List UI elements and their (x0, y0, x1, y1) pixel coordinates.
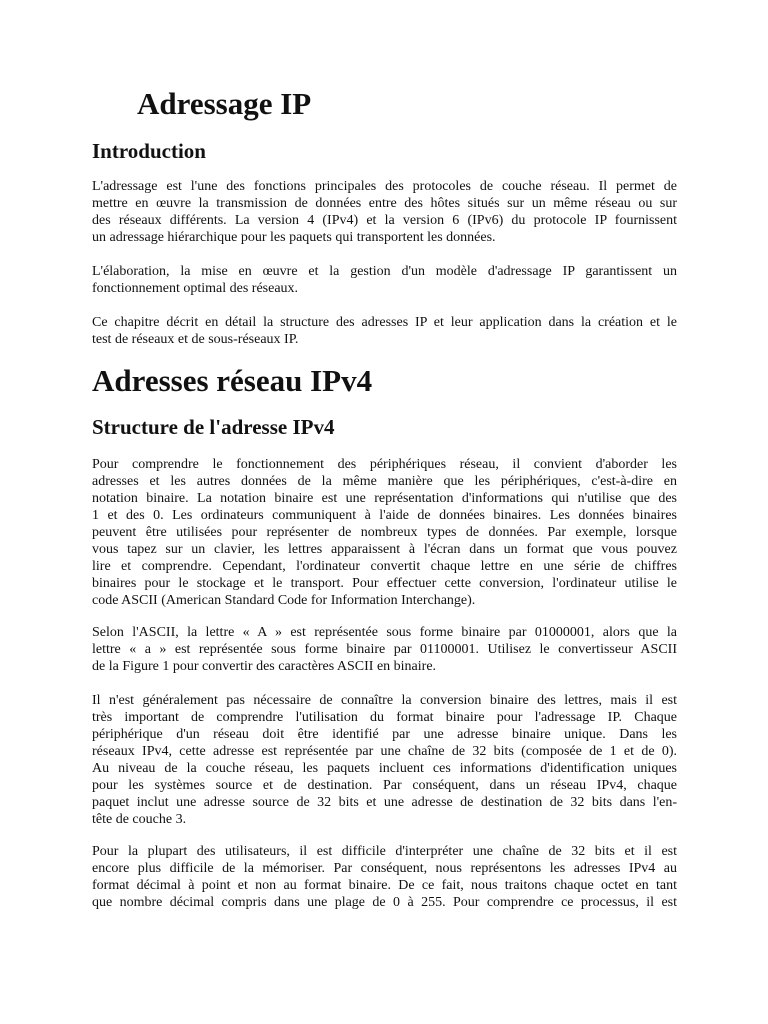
text-line: Pour la plupart des utilisateurs, il est difficile d'interpréter une chaîne de 32 bits et il est (92, 844, 677, 859)
text-line: notation binaire. La notation binaire est une représentation d'informations qui n'utilise que des (92, 491, 677, 506)
structure-paragraph-2 (92, 624, 677, 675)
text-line: lettre « a » est représentée sous forme binaire par 01100001. Utilisez le convertisseur ASCII (92, 642, 677, 657)
structure-paragraph-3 (92, 692, 677, 828)
text-line: Selon l'ASCII, la lettre « A » est représentée sous forme binaire par 01000001, alors que la (92, 625, 677, 640)
section-heading: Adresses réseau IPv4 (92, 363, 373, 398)
text-line: 1 et des 0. Les ordinateurs communiquent à l'aide de données binaires. Les données binaires (92, 508, 677, 523)
text-line: paquet inclut une adresse source de 32 bits et une adresse de destination de 32 bits dans l'en- (92, 795, 677, 810)
intro-paragraph-1 (92, 178, 677, 246)
text-line: L'élaboration, la mise en œuvre et la gestion d'un modèle d'adressage IP garantissent un (92, 264, 677, 279)
introduction-heading: Introduction (92, 139, 206, 163)
structure-paragraph-4 (92, 843, 677, 911)
text-line: vous tapez sur un clavier, les lettres apparaissent à l'écran dans un format que vous pouvez (92, 542, 677, 557)
text-line: réseaux IPv4, cette adresse est représentée par une chaîne de 32 bits (composée de 1 et de 0). (92, 744, 677, 759)
document-title: Adressage IP (137, 86, 312, 121)
text-line: Pour comprendre le fonctionnement des périphériques réseau, il convient d'aborder les (92, 457, 677, 472)
text-line: Il n'est généralement pas nécessaire de connaître la conversion binaire des lettres, mais il est (92, 693, 677, 708)
subsection-heading: Structure de l'adresse IPv4 (92, 415, 335, 439)
intro-paragraph-3 (92, 314, 677, 348)
text-line: test de réseaux et de sous-réseaux IP. (92, 332, 299, 347)
text-line: peuvent être utilisées pour représenter de nombreux types de données. Par exemple, lorsque (92, 525, 677, 540)
text-line: tête de couche 3. (92, 812, 187, 827)
text-line: mettre en œuvre la transmission de données entre des hôtes situés sur un même réseau ou sur (92, 196, 677, 211)
text-line: L'adressage est l'une des fonctions principales des protocoles de couche réseau. Il permet de (92, 179, 677, 194)
text-line: adresses et les autres données de la même manière que les périphériques, c'est-à-dire en (92, 474, 677, 489)
text-line: Au niveau de la couche réseau, les paquets incluent ces informations d'identification uniques (92, 761, 677, 776)
text-line: un adressage hiérarchique pour les paquets qui transportent les données. (92, 230, 496, 245)
text-line: des réseaux différents. La version 4 (IPv4) et la version 6 (IPv6) du protocole IP fournissent (92, 213, 677, 228)
text-line: encore plus difficile de la mémoriser. Par conséquent, nous représentons les adresses IPv4 au (92, 861, 677, 876)
text-line: binaires pour le stockage et le transport. Pour effectuer cette conversion, l'ordinateur utilise le (92, 576, 677, 591)
text-line: fonctionnement optimal des réseaux. (92, 281, 299, 296)
text-line: périphérique d'un réseau doit être identifié par une adresse binaire unique. Dans les (92, 727, 677, 742)
intro-paragraph-2 (92, 263, 677, 297)
text-line: format décimal à point et non au format binaire. De ce fait, nous traitons chaque octet en tant (92, 878, 677, 893)
structure-paragraph-1 (92, 456, 677, 609)
text-line: Ce chapitre décrit en détail la structure des adresses IP et leur application dans la création et le (92, 315, 677, 330)
text-line: lire et comprendre. Cependant, l'ordinateur convertit chaque lettre en une série de chiffres (92, 559, 677, 574)
text-line: que nombre décimal compris dans une plage de 0 à 255. Pour comprendre ce processus, il est (92, 895, 677, 910)
text-line: pour les systèmes source et de destination. Par conséquent, dans un réseau IPv4, chaque (92, 778, 677, 793)
text-line: de la Figure 1 pour convertir des caractères ASCII en binaire. (92, 659, 437, 674)
text-line: très important de comprendre l'utilisation du format binaire pour l'adressage IP. Chaque (92, 710, 677, 725)
text-line: code ASCII (American Standard Code for Information Interchange). (92, 593, 476, 608)
